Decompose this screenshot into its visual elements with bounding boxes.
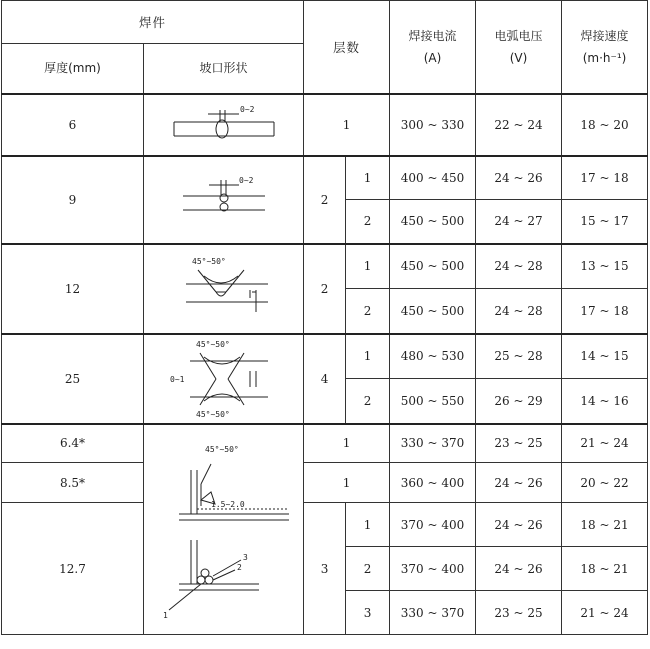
angle-label: 45°~50°: [191, 256, 226, 266]
speed-cell: 18 ~ 20: [562, 94, 648, 156]
groove-double-v-diagram: [164, 337, 284, 421]
header-voltage: [476, 1, 562, 94]
thickness-cell: 9: [2, 156, 144, 244]
angle-label: 45°~50°: [204, 445, 239, 455]
speed-cell: 20 ~ 22: [562, 463, 648, 503]
pass-cell: 3: [346, 591, 390, 635]
current-cell: 300 ~ 330: [390, 94, 476, 156]
speed-cell: 18 ~ 21: [562, 547, 648, 591]
layers-cell: 3: [304, 503, 346, 635]
voltage-cell: 24 ~ 26: [476, 503, 562, 547]
current-cell: 500 ~ 550: [390, 379, 476, 424]
thickness-cell: 12.7: [2, 503, 144, 635]
layers-cell: 1: [304, 94, 390, 156]
speed-cell: 14 ~ 15: [562, 334, 648, 379]
voltage-cell: 24 ~ 28: [476, 244, 562, 289]
current-cell: 360 ~ 400: [390, 463, 476, 503]
current-cell: 450 ~ 500: [390, 200, 476, 244]
root-gap-label: 1.5~2.0: [210, 500, 245, 510]
pass-cell: 2: [346, 547, 390, 591]
current-cell: 370 ~ 400: [390, 503, 476, 547]
angle-label-bottom: 45°~50°: [195, 409, 230, 419]
pass-label-1: 1: [162, 611, 168, 621]
thickness-cell: 6.4*: [2, 424, 144, 463]
voltage-cell: 22 ~ 24: [476, 94, 562, 156]
pass-cell: 1: [346, 334, 390, 379]
thickness-cell: 8.5*: [2, 463, 144, 503]
header-current: [390, 1, 476, 94]
header-thickness: 厚度(mm): [2, 44, 144, 94]
groove-diagram-cell: [144, 156, 304, 244]
speed-cell: 14 ~ 16: [562, 379, 648, 424]
groove-square-single-diagram: [164, 100, 284, 150]
gap-label: 0~2: [238, 175, 253, 185]
header-speed-unit: (m·h⁻¹): [582, 50, 627, 65]
current-cell: 370 ~ 400: [390, 547, 476, 591]
speed-cell: 21 ~ 24: [562, 424, 648, 463]
layers-cell: 1: [304, 463, 390, 503]
header-voltage-title: 电弧电压: [494, 28, 543, 43]
gap-label: 0~2: [239, 104, 254, 114]
header-layers: 层数: [304, 1, 390, 94]
pass-cell: 2: [346, 200, 390, 244]
speed-cell: 13 ~ 15: [562, 244, 648, 289]
thickness-cell: 12: [2, 244, 144, 334]
thickness-cell: 6: [2, 94, 144, 156]
header-voltage-unit: (V): [509, 50, 528, 65]
groove-fillet-diagram: [149, 434, 299, 624]
current-cell: 330 ~ 370: [390, 424, 476, 463]
header-current-title: 焊接电流: [408, 28, 457, 43]
current-cell: 480 ~ 530: [390, 334, 476, 379]
header-weldment: 焊件: [2, 1, 304, 44]
speed-cell: 18 ~ 21: [562, 503, 648, 547]
speed-cell: 15 ~ 17: [562, 200, 648, 244]
current-cell: 450 ~ 500: [390, 289, 476, 334]
voltage-cell: 24 ~ 26: [476, 156, 562, 200]
header-groove: 坡口形状: [144, 44, 304, 94]
welding-parameters-table: [1, 0, 648, 635]
voltage-cell: 25 ~ 28: [476, 334, 562, 379]
layers-cell: 2: [304, 244, 346, 334]
groove-diagram-cell: [144, 244, 304, 334]
groove-single-v-diagram: [164, 254, 284, 324]
angle-label-top: 45°~50°: [195, 339, 230, 349]
layers-cell: 2: [304, 156, 346, 244]
current-cell: 400 ~ 450: [390, 156, 476, 200]
voltage-cell: 23 ~ 25: [476, 591, 562, 635]
current-cell: 330 ~ 370: [390, 591, 476, 635]
groove-diagram-cell: [144, 334, 304, 424]
voltage-cell: 26 ~ 29: [476, 379, 562, 424]
layers-cell: 1: [304, 424, 390, 463]
pass-cell: 1: [346, 244, 390, 289]
pass-cell: 1: [346, 156, 390, 200]
voltage-cell: 24 ~ 27: [476, 200, 562, 244]
pass-cell: 1: [346, 503, 390, 547]
header-speed: [562, 1, 648, 94]
speed-cell: 21 ~ 24: [562, 591, 648, 635]
pass-cell: 2: [346, 379, 390, 424]
voltage-cell: 24 ~ 28: [476, 289, 562, 334]
layers-cell: 4: [304, 334, 346, 424]
thickness-cell: 25: [2, 334, 144, 424]
pass-cell: 2: [346, 289, 390, 334]
groove-diagram-cell: [144, 94, 304, 156]
voltage-cell: 24 ~ 26: [476, 463, 562, 503]
pass-label-2: 2: [236, 563, 242, 573]
voltage-cell: 24 ~ 26: [476, 547, 562, 591]
speed-cell: 17 ~ 18: [562, 289, 648, 334]
groove-square-double-diagram: [169, 172, 279, 228]
groove-diagram-cell: [144, 424, 304, 635]
voltage-cell: 23 ~ 25: [476, 424, 562, 463]
current-cell: 450 ~ 500: [390, 244, 476, 289]
header-current-unit: (A): [423, 50, 442, 65]
speed-cell: 17 ~ 18: [562, 156, 648, 200]
header-speed-title: 焊接速度: [580, 28, 629, 43]
gap-label: 0~1: [169, 374, 184, 384]
pass-label-3: 3: [242, 553, 248, 563]
